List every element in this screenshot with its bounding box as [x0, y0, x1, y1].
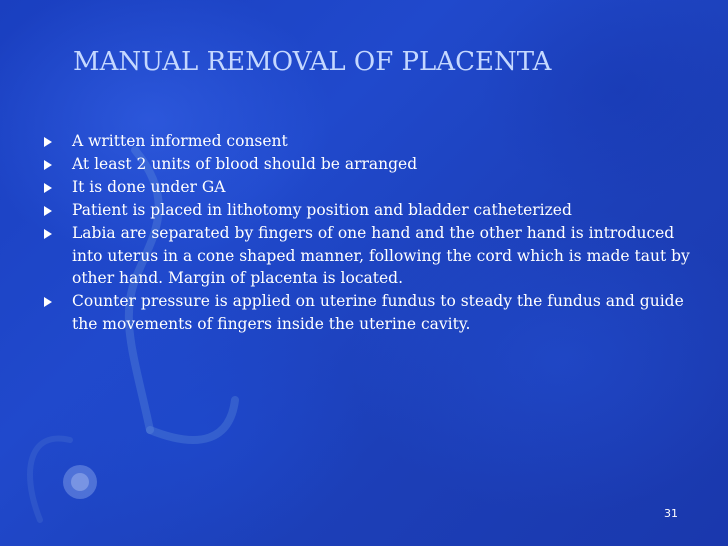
bullet-list [44, 130, 708, 336]
bullet-text: At least 2 units of blood should be arranged [72, 155, 418, 173]
bullet-item [44, 153, 708, 176]
bullet-item [44, 199, 708, 222]
bullet-item [44, 222, 708, 290]
page-number: 31 [664, 507, 678, 520]
triangle-bullet-icon [44, 160, 52, 170]
slide-title: MANUAL REMOVAL OF PLACENTA [73, 47, 552, 77]
bullet-item [44, 290, 708, 335]
bullet-text: It is done under GA [72, 178, 226, 196]
bullet-text: A written informed consent [72, 132, 288, 150]
triangle-bullet-icon [44, 183, 52, 193]
triangle-bullet-icon [44, 297, 52, 307]
bullet-item [44, 176, 708, 199]
triangle-bullet-icon [44, 229, 52, 239]
bullet-text: Labia are separated by fingers of one hand and the other hand is introduced into uterus in a cone shaped manner, following the cord which is made taut by other hand. Margin of placenta is located. [72, 224, 690, 287]
bullet-text: Counter pressure is applied on uterine fundus to steady the fundus and guide the movements of fingers inside the uterine cavity. [72, 292, 684, 333]
triangle-bullet-icon [44, 206, 52, 216]
triangle-bullet-icon [44, 137, 52, 147]
bullet-item [44, 130, 708, 153]
bullet-text: Patient is placed in lithotomy position and bladder catheterized [72, 201, 572, 219]
